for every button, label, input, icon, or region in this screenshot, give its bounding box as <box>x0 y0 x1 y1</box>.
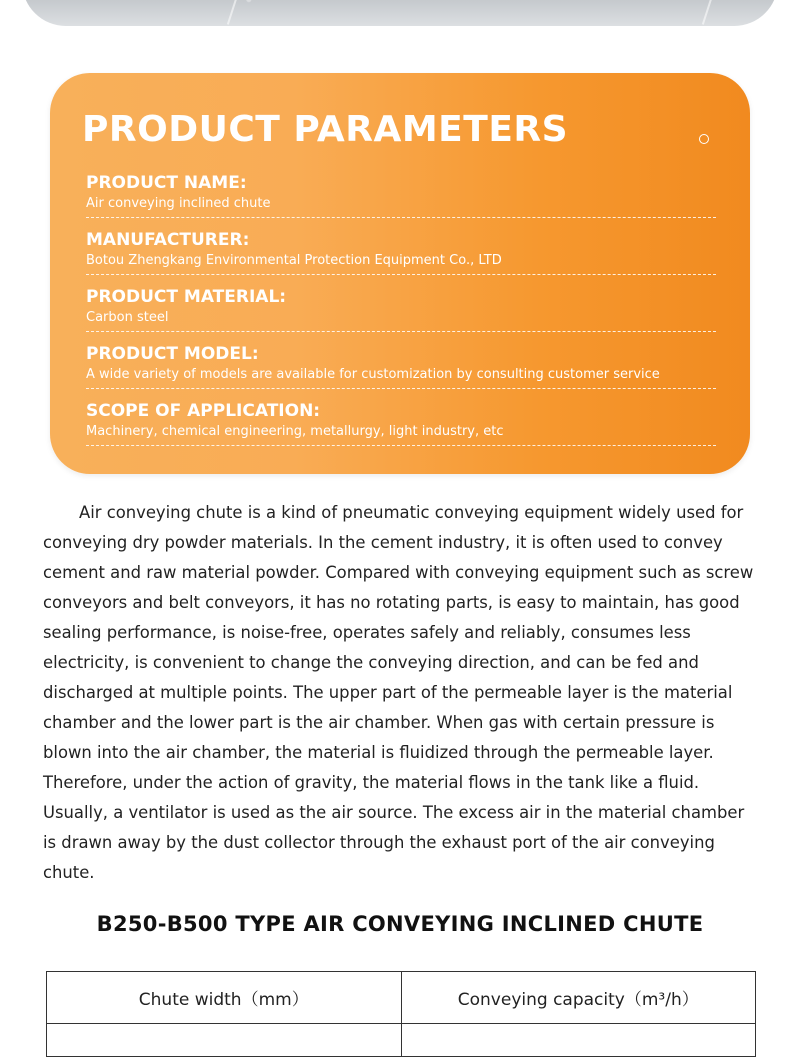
table-header-row <box>47 972 756 1024</box>
circle-decoration-icon <box>699 134 709 144</box>
column-header-chute-width: Chute width（mm） <box>47 972 402 1024</box>
param-value: Botou Zhengkang Environmental Protection Equipment Co., LTD <box>86 253 502 268</box>
param-product-name <box>86 172 716 218</box>
table-row <box>47 1024 756 1057</box>
param-scope-of-application <box>86 400 716 446</box>
param-value: Carbon steel <box>86 310 169 325</box>
param-manufacturer <box>86 229 716 275</box>
param-label: PRODUCT MATERIAL: <box>86 287 287 307</box>
param-label: SCOPE OF APPLICATION: <box>86 401 321 421</box>
param-label: PRODUCT NAME: <box>86 173 247 193</box>
product-photo-banner <box>22 0 778 26</box>
param-label: PRODUCT MODEL: <box>86 344 259 364</box>
product-parameters-card <box>50 73 750 474</box>
param-product-material <box>86 286 716 332</box>
photo-texture-streak <box>227 0 249 25</box>
param-value: Air conveying inclined chute <box>86 196 271 211</box>
table-cell <box>401 1024 756 1057</box>
product-description: Air conveying chute is a kind of pneumatic conveying equipment widely used for conveying dry powder materials. In the cement industry, it is often used to convey cement and raw material powder. Compared with conveying equipment such as screw conveyors and belt conveyors, it has no rotating parts, is easy to maintain, has good sealing performance, is noise-free, operates safely and reliably, consumes less electricity, is convenient to change the conveying direction, and can be fed and discharged at multiple points. The upper part of the permeable layer is the material chamber and the lower part is the air chamber. When gas with certain pressure is blown into the air chamber, the material is fluidized through the permeable layer. Therefore, under the action of gravity, the material flows in the tank like a fluid. Usually, a ventilator is used as the air source. The excess air in the material chamber is drawn away by the dust collector through the exhaust port of the air conveying chute. <box>43 503 754 882</box>
param-label: MANUFACTURER: <box>86 230 250 250</box>
column-header-conveying-capacity: Conveying capacity（m³/h） <box>401 972 756 1024</box>
param-value: Machinery, chemical engineering, metallurgy, light industry, etc <box>86 424 504 439</box>
parameters-title: PRODUCT PARAMETERS <box>82 109 569 150</box>
spec-table <box>46 971 756 1057</box>
table-cell <box>47 1024 402 1057</box>
spec-table-heading: B250-B500 TYPE AIR CONVEYING INCLINED CHUTE <box>96 912 704 936</box>
photo-texture-streak <box>702 0 724 25</box>
param-product-model <box>86 343 716 389</box>
param-value: A wide variety of models are available for customization by consulting customer service <box>86 367 660 382</box>
